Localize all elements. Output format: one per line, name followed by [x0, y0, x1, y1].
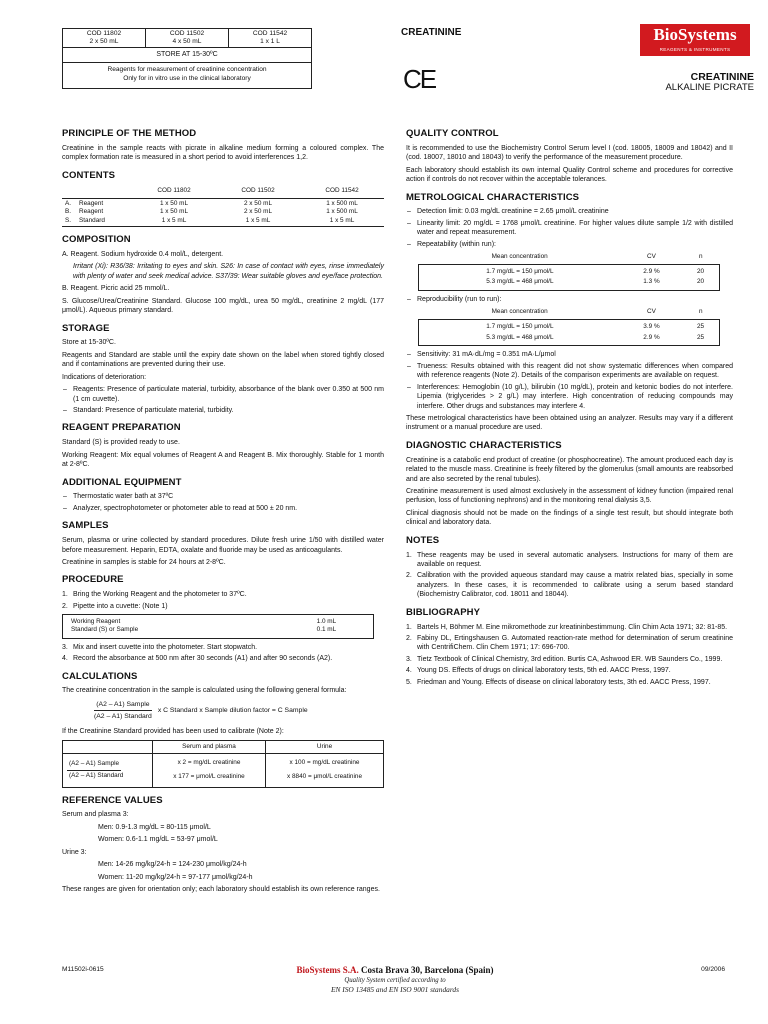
company-name: BioSystems S.A. [296, 965, 359, 975]
list-item: – Analyzer, spectrophotometer or photometer able to read at 500 ± 20 nm. [62, 504, 384, 513]
principle-text: Creatinine in the sample reacts with picrate in alkaline medium forming a coloured complex. The complex formation rate is measured in a short period to avoid interferences 1,2. [62, 144, 384, 162]
row-name: Reagent [79, 200, 104, 208]
table-cell: 25 [697, 323, 705, 331]
composition-b: B. Reagent. Picric acid 25 mmol/L. [62, 285, 170, 293]
table-cell: 2 x 50 mL [243, 200, 273, 208]
column-header: CV [647, 253, 656, 261]
contents-table [62, 186, 384, 228]
step-text: Record the absorbance at 500 nm after 30 seconds (A1) and after 90 seconds (A2). [73, 655, 333, 663]
table-row [62, 199, 384, 227]
table-cell: 1 x 5 mL [329, 216, 355, 224]
table-cell: x 2 = mg/dL creatinine [177, 759, 241, 767]
formula-numerator: (A2 – A1) Sample [67, 760, 121, 771]
quality-statement: Quality System certified according to [344, 977, 446, 985]
column-header: Serum and plasma [153, 740, 266, 754]
composition-section [62, 234, 384, 315]
procedure-section [62, 574, 384, 663]
brand-logo [640, 24, 750, 56]
diagnostic-section [406, 440, 733, 528]
formula-denominator: (A2 – A1) Standard [69, 771, 124, 779]
ref-value: Women: 0.6-1.1 mg/dL = 53-97 μmol/L [98, 836, 218, 844]
formula-rest: x C Standard x Sample dilution factor = C Sample [157, 706, 308, 714]
bib-item: 5. Friedman and Young. Effects of disease on clinical laboratory tests, 3th ed. AACC Press, 1997. [406, 678, 711, 686]
table-row [419, 320, 720, 333]
samples-section [62, 520, 384, 567]
table-cell: Working Reagent [71, 618, 121, 626]
code-cell [63, 29, 146, 47]
table-cell: 25 [697, 333, 705, 341]
table-row [63, 615, 374, 639]
section-heading: STORAGE [62, 322, 110, 334]
calc-formula [92, 700, 384, 721]
column-header: Urine [266, 740, 384, 754]
column-header: CV [647, 308, 656, 316]
bib-item: 1. Bartels H, Böhmer M. Eine mikromethode zur kreatininbestimmung. Clin Chim Acta 1971; 32: 81-85. [406, 623, 728, 631]
bib-text: Fabiny DL, Ertingshausen G. Automated reaction-rate method for determination of serum creatinine with CentrifiChem. Clin Chem 1971; 17: 696-700. [417, 635, 733, 652]
table-cell: 5.3 mg/dL = 468 μmol/L [486, 333, 554, 341]
bib-text: Bartels H, Böhmer M. Eine mikromethode zur kreatininbestimmung. Clin Chim Acta 1971; 32: 81-85. [417, 623, 728, 631]
calculations-section [62, 671, 384, 788]
repeatability-table [418, 252, 720, 291]
document-code: M11502i-0615 [62, 966, 104, 973]
note-item: 2. Calibration with the provided aqueous standard may cause a matrix related bias, specially in some analyzers. In these cases, it is recommended to calibrate using a serum based standard (Biochemistry Calibrator, cod. 18011 and 18044). [406, 572, 733, 599]
code-size: 1 x 1 L [260, 38, 280, 46]
company-address: Costa Brava 30, Barcelona (Spain) [360, 965, 494, 975]
table-cell: 3.9 % [643, 323, 660, 331]
notes-section [406, 535, 733, 600]
table-cell: 20 [697, 267, 705, 275]
reference-section [62, 795, 384, 895]
step-text: Mix and insert cuvette into the photometer. Start stopwatch. [73, 643, 258, 651]
column-header: COD 11802 [157, 186, 191, 194]
equipment-section [62, 477, 384, 514]
column-header: n [699, 253, 703, 261]
procedure-step: 3. Mix and insert cuvette into the photometer. Start stopwatch. [62, 643, 258, 651]
table-cell: 1 x 50 mL [159, 200, 189, 208]
metro-note: These metrological characteristics have been obtained using an analyzer. Results may vary if a different instrument or a manual procedure are used. [406, 415, 733, 432]
storage-text: Indications of deterioration: [62, 373, 147, 381]
section-heading: QUALITY CONTROL [406, 128, 499, 139]
list-item: – Repeatability (within run): [406, 240, 733, 249]
table-cell: x 8840 = μmol/L creatinine [286, 773, 363, 781]
ref-value: Men: 14-26 mg/kg/24-h = 124-230 μmol/kg/24-h [98, 861, 247, 869]
section-heading: ADDITIONAL EQUIPMENT [62, 476, 182, 488]
irritant-warning: Irritant (Xi): R36/38: Irritating to eyes and skin. S26: In case of contact with eyes, rinse immediately with plenty of water and seek medical advice. S37/39: Wear suitable gloves and eye/face protection. [73, 263, 384, 280]
table-cell: 1 x 500 mL [326, 208, 358, 216]
ref-text: Urine 3: [62, 848, 87, 856]
table-cell: 1 x 5 mL [245, 216, 271, 224]
note-text: Calibration with the provided aqueous standard may cause a matrix related bias, specially in some analyzers. In these cases, it is recommended to calibrate using a serum based standard (Biochemistry Calibrator, cod. 18011 and 18044). [417, 572, 733, 599]
table-cell: 2 x 50 mL [243, 208, 273, 216]
brand-tagline: REAGENTS & INSTRUMENTS [659, 47, 731, 52]
row-letter: B. [65, 208, 72, 216]
composition-s: S. Glucose/Urea/Creatinine Standard. Glucose 100 mg/dL, urea 50 mg/dL, creatinine 2 mg/dL (177 μmol/L). Aqueous primary standard. [62, 297, 384, 315]
table-row [419, 333, 720, 346]
ref-value: Women: 11-20 mg/kg/24-h = 97-177 μmol/kg/24-h [98, 873, 253, 881]
list-item: – Reproducibility (run to run): [406, 295, 733, 304]
list-item: – Trueness: Results obtained with this reagent did not show systematic differences when compared with reference reagents (Note 2). Details of the comparison experiments are available on request. [406, 362, 733, 381]
column-header: n [699, 308, 703, 316]
bib-item: 4. Young DS. Effects of drugs on clinical laboratory tests, 5th ed. AACC Press, 1997. [406, 667, 671, 675]
column-header: COD 11542 [325, 186, 359, 194]
bib-text: Young DS. Effects of drugs on clinical laboratory tests, 5th ed. AACC Press, 1997. [417, 667, 671, 675]
product-code-box [62, 28, 312, 89]
formula-numerator: (A2 – A1) Sample [94, 700, 151, 711]
list-item: – Reagents: Presence of particulate material, turbidity, absorbance of the blank over 0.350 at 500 nm (1 cm cuvette). [62, 385, 384, 404]
row-name: Standard [79, 216, 105, 224]
product-name: CREATININE [690, 71, 754, 83]
table-cell: 1 x 5 mL [161, 216, 187, 224]
formula-denominator: (A2 – A1) Standard [94, 713, 152, 721]
bibliography-section [406, 607, 733, 687]
ref-value: Men: 0.9-1.3 mg/dL = 80-115 μmol/L [98, 823, 211, 831]
table-cell: 0.1 mL [316, 626, 337, 634]
table-cell: x 177 = μmol/L creatinine [173, 773, 245, 781]
table-row [63, 754, 384, 787]
section-heading: SAMPLES [62, 520, 109, 532]
calc-text: If the Creatinine Standard provided has been used to calibrate (Note 2): [62, 728, 284, 736]
pipetting-table [62, 614, 374, 639]
table-cell: 20 [697, 278, 705, 286]
brand-name: BioSystems [653, 25, 737, 44]
column-header: Mean concentration [491, 253, 548, 261]
bib-item: 3. Tietz Textbook of Clinical Chemistry, 3rd edition. Burtis CA, Ashwood ER. WB Saunders Co., 1999. [406, 655, 723, 663]
code-number: COD 11502 [169, 30, 205, 37]
section-heading: REFERENCE VALUES [62, 794, 163, 806]
table-cell: Standard (S) or Sample [71, 626, 139, 634]
ref-text: Serum and plasma 3: [62, 811, 129, 819]
list-item: – Detection limit: 0.03 mg/dL creatinine = 2.65 μmol/L creatinine [406, 207, 733, 216]
code-number: COD 11802 [86, 30, 122, 37]
section-heading: BIBLIOGRAPHY [406, 606, 481, 618]
preparation-section [62, 422, 384, 469]
row-letter: S. [65, 216, 72, 224]
reagent-description [63, 63, 311, 88]
procedure-step: 4. Record the absorbance at 500 nm after 30 seconds (A1) and after 90 seconds (A2). [62, 655, 333, 663]
calibration-table [62, 740, 384, 788]
list-item: – Thermostatic water bath at 37ºC [62, 492, 384, 501]
desc-line: Reagents for measurement of creatinine concentration [107, 65, 267, 73]
table-cell: x 100 = mg/dL creatinine [289, 759, 360, 767]
contents-section [62, 170, 384, 227]
samples-text: Creatinine in samples is stable for 24 hours at 2-8ºC. [62, 558, 226, 566]
header-title: CREATININE [401, 27, 462, 38]
procedure-step: 1. Bring the Working Reagent and the photometer to 37ºC. [62, 591, 247, 599]
note-text: These reagents may be used in several automatic analysers. Instructions for many of them are available on request. [417, 551, 733, 569]
desc-line: Only for in vitro use in the clinical laboratory [123, 74, 251, 82]
table-cell: 2.9 % [643, 333, 660, 341]
list-item: – Interferences: Hemoglobin (10 g/L), bilirubin (10 mg/dL), protein and ketonic bodies do not interfere. Lipemia (triglycerides > 2 g/L) may interfere. High concentration of reducing compounds may interfere. Other drugs and substances may interfere 4. [406, 383, 733, 411]
section-heading: PRINCIPLE OF THE METHOD [62, 128, 197, 139]
table-cell: 1 x 500 mL [326, 200, 358, 208]
ce-mark-icon: CE [403, 64, 436, 94]
metrological-section [406, 192, 733, 433]
section-heading: CONTENTS [62, 169, 116, 181]
qc-text: It is recommended to use the Biochemistry Control Serum level I (cod. 18005, 18009 and 18042) and II (cod. 18007, 18010 and 18043) to verify the performance of the measurement procedure. [406, 144, 733, 162]
bib-text: Friedman and Young. Effects of disease on clinical laboratory tests, 3th ed. AACC Press, 1997. [417, 678, 711, 686]
iso-standards: EN ISO 13485 and EN ISO 9001 standards [330, 985, 460, 995]
section-heading: METROLOGICAL CHARACTERISTICS [406, 191, 580, 203]
table-cell: 2.9 % [643, 267, 660, 275]
storage-text: Reagents and Standard are stable until the expiry date shown on the label when stored tightly closed and if contaminations are prevented during their use. [62, 351, 384, 369]
note-item: 1. These reagents may be used in several automatic analysers. Instructions for many of them are available on request. [406, 551, 733, 569]
company-footer [250, 964, 540, 995]
list-item: – Sensitivity: 31 mA·dL/mg = 0.351 mA·L/μmol [406, 350, 733, 359]
procedure-step: 2. Pipette into a cuvette: (Note 1) [62, 602, 168, 610]
section-heading: COMPOSITION [62, 234, 131, 246]
qc-section [406, 128, 733, 185]
table-row [419, 277, 720, 290]
qc-text: Each laboratory should establish its own internal Quality Control scheme and procedures for corrective action if controls do not recover within the acceptable tolerances. [406, 166, 733, 184]
product-method: ALKALINE PICRATE [665, 82, 754, 93]
samples-text: Serum, plasma or urine collected by standard procedures. Dilute fresh urine 1/50 with distilled water before measurement. Heparin, EDTA, oxalate and fluoride may be used as anticoagulants. [62, 537, 384, 554]
section-heading: DIAGNOSTIC CHARACTERISTICS [406, 439, 562, 451]
reproducibility-table [418, 307, 720, 346]
diag-text: Creatinine is a catabolic end product of creatine (or phosphocreatine). The amount produced each day is related to the muscle mass. Creatinine is freely filtered by the glomerulus (small amounts are reabsorbed and are also secreted by the renal tubules). [406, 456, 733, 483]
code-cell [229, 29, 311, 47]
step-text: Bring the Working Reagent and the photometer to 37ºC. [73, 591, 247, 599]
code-size: 2 x 50 mL [89, 38, 119, 46]
table-cell: 1 x 50 mL [159, 208, 189, 216]
storage-section [62, 323, 384, 416]
storage-text: Store at 15-30ºC. [62, 339, 116, 347]
table-cell: 1.0 mL [316, 618, 337, 626]
bib-item: 2. Fabiny DL, Ertingshausen G. Automated reaction-rate method for determination of serum creatinine with CentrifiChem. Clin Chem 1971; 17: 696-700. [406, 635, 733, 652]
list-item: – Standard: Presence of particulate material, turbidity. [62, 406, 384, 415]
prep-text: Standard (S) is provided ready to use. [62, 439, 180, 447]
document-date: 09/2006 [701, 966, 725, 973]
section-heading: PROCEDURE [62, 574, 124, 586]
step-text: Pipette into a cuvette: (Note 1) [73, 602, 168, 610]
calc-text: The creatinine concentration in the sample is calculated using the following general formula: [62, 687, 347, 695]
code-cell [146, 29, 229, 47]
ref-note: These ranges are given for orientation only; each laboratory should establish its own reference ranges. [62, 885, 380, 893]
diag-text: Clinical diagnosis should not be made on the findings of a single test result, but should integrate both clinical and laboratory data. [406, 509, 733, 527]
table-cell: 5.3 mg/dL = 468 μmol/L [486, 278, 554, 286]
right-column [406, 128, 733, 694]
prep-text: Working Reagent: Mix equal volumes of Reagent A and Reagent B. Mix thoroughly. Stable for 1 month at 2-8ºC. [62, 451, 384, 469]
principle-section [62, 128, 384, 163]
diag-text: Creatinine measurement is used almost exclusively in the assessment of kidney function (impaired renal perfusion, loss of functioning nephrons) and in the monitoring renal dialysis 3,5. [406, 488, 733, 505]
column-header: COD 11502 [241, 186, 275, 194]
code-number: COD 11542 [252, 30, 288, 37]
section-heading: REAGENT PREPARATION [62, 422, 181, 434]
left-column [62, 128, 384, 901]
row-letter: A. [65, 200, 72, 208]
table-cell: 1.7 mg/dL = 150 μmol/L [486, 267, 554, 275]
section-heading: CALCULATIONS [62, 670, 138, 682]
table-row [419, 264, 720, 277]
bib-text: Tietz Textbook of Clinical Chemistry, 3rd edition. Burtis CA, Ashwood ER. WB Saunders Co., 1999. [417, 655, 723, 663]
list-item: – Linearity limit: 20 mg/dL = 1768 μmol/L creatinine. For higher values dilute sample 1/2 with distilled water and repeat measurement. [406, 219, 733, 238]
section-heading: NOTES [406, 534, 440, 546]
table-cell: 1.3 % [643, 278, 660, 286]
composition-a: A. Reagent. Sodium hydroxide 0.4 mol/L, detergent. [62, 250, 224, 258]
storage-temp: STORE AT 15-30ºC [156, 51, 218, 59]
row-name: Reagent [79, 208, 104, 216]
table-cell: 1.7 mg/dL = 150 μmol/L [486, 323, 554, 331]
code-size: 4 x 50 mL [172, 38, 202, 46]
column-header: Mean concentration [491, 308, 548, 316]
